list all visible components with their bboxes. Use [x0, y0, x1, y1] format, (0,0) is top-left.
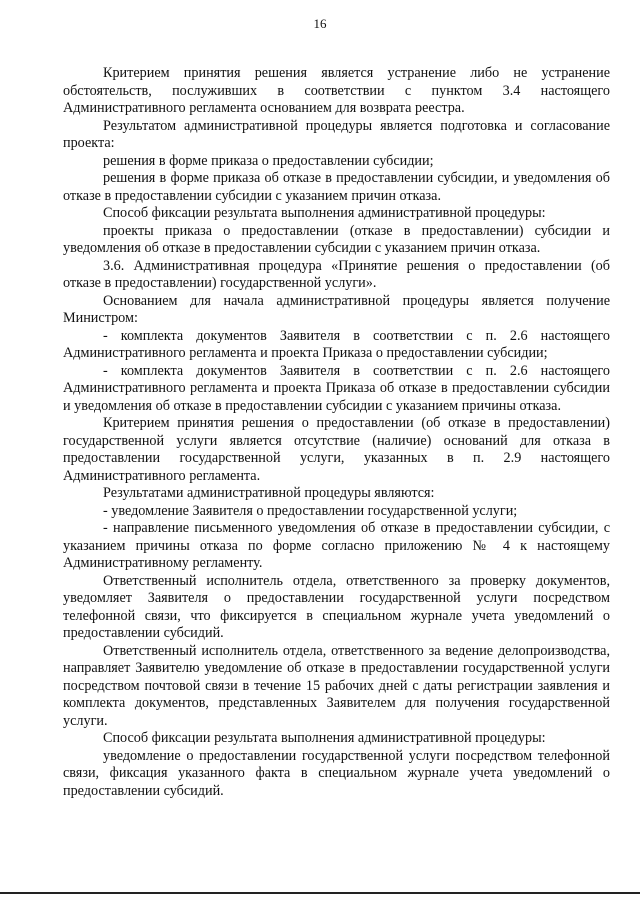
paragraph: Критерием принятия решения о предоставлении (об отказе в предоставлении) государственной услуги является отсутствие (наличие) оснований для отказа в предоставлении государственной услуги, указанных в п. 2.9 настоящего Административного регламента. — [63, 415, 610, 484]
paragraph: уведомление о предоставлении государственной услуги посредством телефонной связи, фиксация указанного факта в специальном журнале учета уведомлений о предоставлении субсидий. — [63, 747, 610, 799]
list-item: - комплекта документов Заявителя в соответствии с п. 2.6 настоящего Административного регламента и проекта Приказа об отказе в предоставлении субсидии и уведомления об отказе в предоставлении субсидии с указанием причины отказа. — [63, 362, 610, 414]
list-item: - уведомление Заявителя о предоставлении государственной услуги; — [103, 502, 518, 519]
paragraph: Способ фиксации результата выполнения административной процедуры: — [103, 730, 546, 746]
list-item: - направление письменного уведомления об отказе в предоставлении субсидии, с указанием причины отказа по форме согласно приложению № 4 к настоящему Административному регламенту. — [63, 520, 610, 571]
bottom-divider — [0, 892, 640, 894]
paragraph: Критерием принятия решения является устранение либо не устранение обстоятельств, послуживших в соответствии с пунктом 3.4 настоящего Административного регламента основанием для возврата реестра. — [63, 65, 610, 116]
paragraph: решения в форме приказа о предоставлении субсидии; — [103, 152, 434, 169]
list-item: - комплекта документов Заявителя в соответствии с п. 2.6 настоящего Административного регламента и проекта Приказа о предоставлении субсидии; — [63, 327, 610, 361]
paragraph: Результатами административной процедуры являются: — [103, 485, 435, 501]
paragraph: проекты приказа о предоставлении (отказе в предоставлении) субсидии и уведомления об отказе в предоставлении субсидии с указанием причин отказа. — [63, 222, 610, 256]
paragraph: Способ фиксации результата выполнения административной процедуры: — [103, 205, 546, 221]
paragraph: Ответственный исполнитель отдела, ответственного за ведение делопроизводства, направляет Заявителю уведомление об отказе в предоставлении государственной услуги посредством почтовой связи в течение 15 рабочих дней с даты регистрации заявления и комплекта документов, представленных Заявителем для получения государственной услуги. — [63, 642, 610, 729]
paragraph: решения в форме приказа об отказе в предоставлении субсидии, и уведомления об отказе в предоставлении субсидии с указанием причин отказа. — [63, 170, 610, 204]
document-body — [63, 65, 610, 800]
paragraph: Результатом административной процедуры является подготовка и согласование проекта: — [63, 117, 610, 151]
page-number: 16 — [313, 16, 327, 31]
paragraph: Ответственный исполнитель отдела, ответственного за проверку документов, уведомляет Заявителя о предоставлении государственной услуги посредством телефонной связи, что фиксируется в специальном журнале учета уведомлений о предоставлении субсидий. — [63, 572, 610, 641]
paragraph: Основанием для начала административной процедуры является получение Министром: — [63, 292, 610, 326]
section-heading: 3.6. Административная процедура «Принятие решения о предоставлении (об отказе в предоставлении) государственной услуги». — [63, 257, 610, 291]
